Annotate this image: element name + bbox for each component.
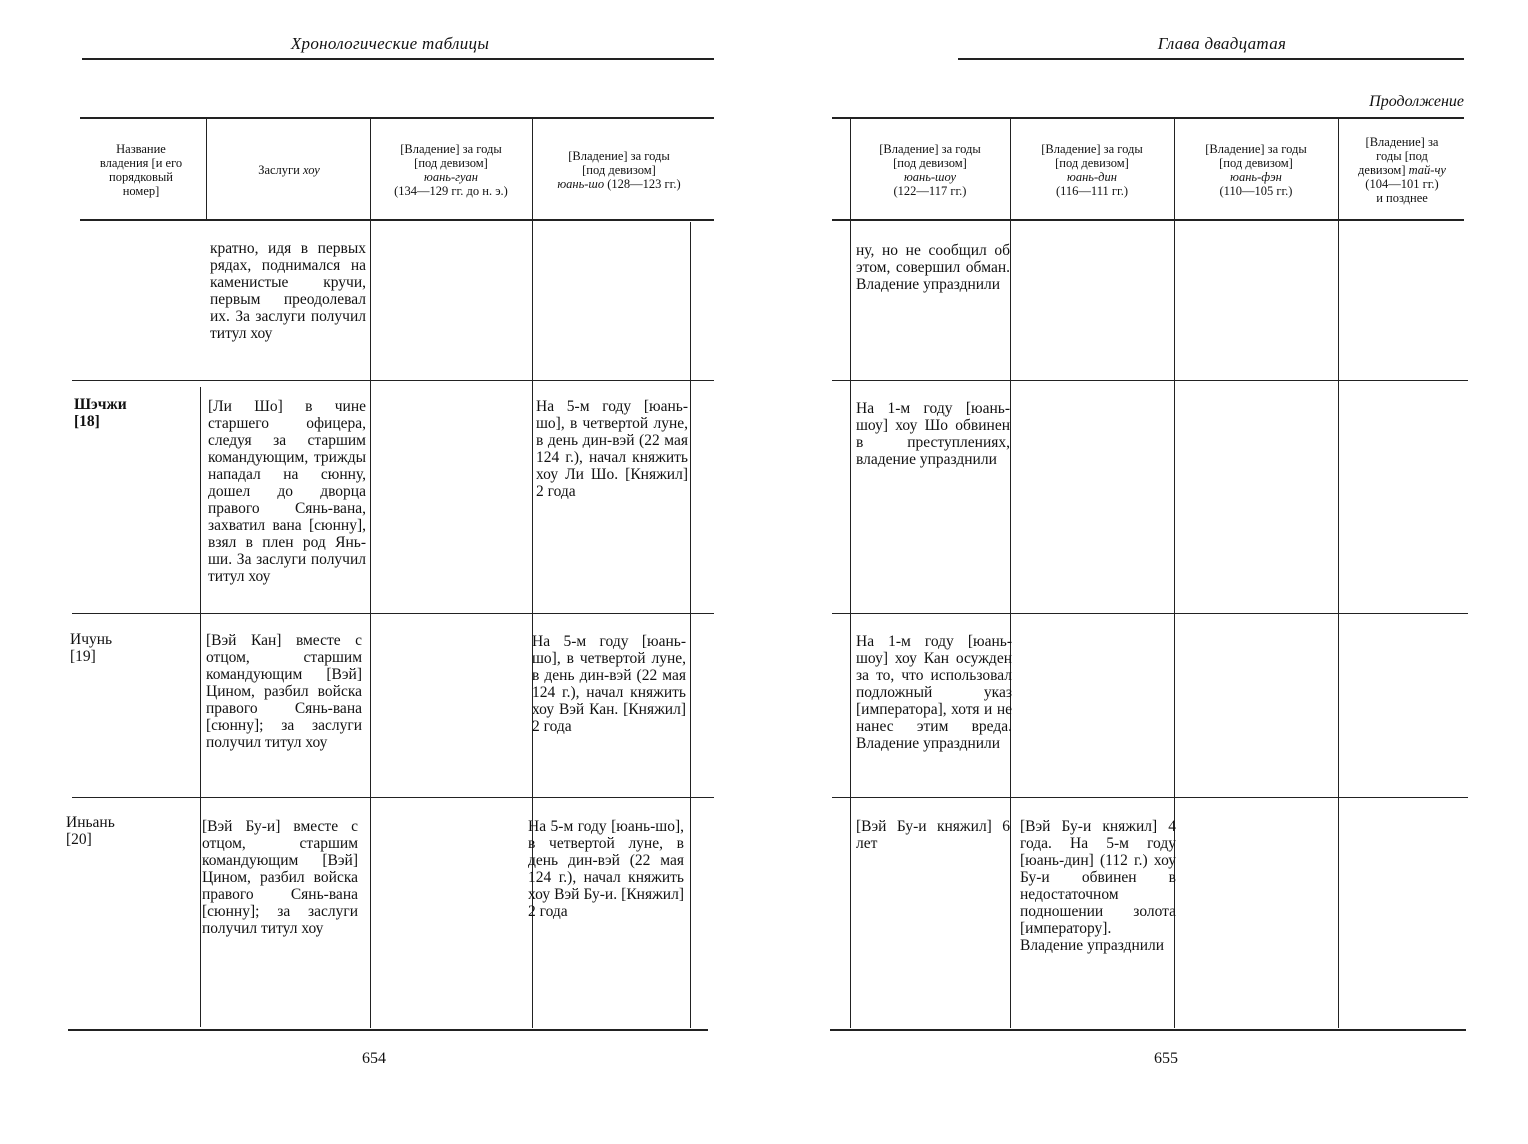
row-2-yuanshuo: На 5-м году [юань-шо], в четвертой луне, в день дин-вэй (22 мая 124 г.), начал княжить хоу Вэй Кан. [Княжил] 2 года: [532, 633, 686, 735]
running-head-right: Глава двадцатая: [1157, 34, 1287, 53]
col-divider-left: [850, 118, 851, 1028]
row-1-yuanshou: На 1-м году [юань-шоу] хоу Шо обвинен в преступлениях, владение упразднили: [856, 400, 1010, 468]
col-divider-3: [1338, 118, 1339, 1028]
col-divider-1: [200, 387, 201, 1027]
folio-left: 654: [362, 1050, 386, 1067]
row-0-yuanshou: ну, но не сообщил об этом, совершил обман. Владение упразднили: [856, 242, 1010, 293]
header-yuanshuo: [Владение] за годы [под девизом] юань-шо (128—123 гг.): [557, 148, 681, 191]
right-page: [764, 0, 1528, 1144]
row-3-yuanshuo: На 5-м году [юань-шо], в четвертой луне, в день дин-вэй (22 мая 124 г.), начал княжить хоу Вэй Бу-и. [Княжил] 2 года: [528, 818, 684, 920]
col-divider-1: [1010, 118, 1011, 1028]
col-divider-2: [370, 118, 371, 1028]
row-2-merits: [Вэй Кан] вместе с отцом, старшим командующим [Вэй] Цином, разбил войска правого Сянь-вана [сюнну]; за заслуги получил титул хоу: [206, 632, 362, 751]
row-2-domain-name: Ичунь [19]: [70, 631, 113, 665]
running-head-left: Хронологические таблицы: [290, 34, 490, 53]
row-rule-3: [72, 797, 714, 798]
row-3-yuanding: [Вэй Бу-и княжил] 4 года. На 5-м году [юань-дин] (112 г.) хоу Бу-и обвинен в недостаточном подношении золота [императору]. Владение упразднили: [1020, 818, 1176, 954]
row-rule-1: [72, 380, 714, 381]
header-domain-name: Название владения [и его порядковый номер]: [99, 141, 183, 198]
folio-right: 655: [1154, 1050, 1178, 1067]
row-3-merits: [Вэй Бу-и] вместе с отцом, старшим командующим [Вэй] Цином, разбил войска правого Сянь-вана [сюнну]; за заслуги получил титул хоу: [202, 818, 358, 937]
header-yuanshou: [Владение] за годы [под девизом] юань-шоу (122—117 гг.): [879, 141, 981, 198]
row-3-yuanshou: [Вэй Бу-и княжил] 6 лет: [856, 818, 1010, 852]
head-rule-left: [82, 58, 714, 60]
row-rule-2: [832, 613, 1468, 614]
row-rule-1: [832, 380, 1468, 381]
row-0-merits: кратно, идя в первых рядах, поднимался на каменистые кручи, первым преодолевал их. За заслуги получил титул хоу: [210, 240, 366, 342]
row-2-yuanshou: На 1-м году [юань-шоу] хоу Кан осужден за то, что использовал подложный указ [императора], хотя и не нанес этим вреда. Владение упразднили: [856, 633, 1012, 752]
row-1-yuanshuo: На 5-м году [юань-шо], в четвертой луне, в день дин-вэй (22 мая 124 г.), начал княжить хоу Ли Шо. [Княжил] 2 года: [536, 398, 688, 500]
col-divider-1: [206, 118, 207, 220]
table-bottom-rule: [830, 1029, 1466, 1031]
head-rule-right: [958, 58, 1464, 60]
row-1-merits: [Ли Шо] в чине старшего офицера, следуя за старшим командующим, трижды нападал на сюнну, дошел до дворца правого Сянь-вана, захватил вана [сюнну], взял в плен род Янь-ши. За заслуги получил титул хоу: [208, 398, 366, 585]
header-bottom-rule: [832, 219, 1464, 221]
header-yuanguang: [Владение] за годы [под девизом] юань-гуан (134—129 гг. до н. э.): [394, 141, 508, 198]
col-divider-4: [690, 222, 691, 1028]
row-rule-2: [72, 613, 714, 614]
row-rule-3: [832, 797, 1468, 798]
header-taichu: [Владение] за годы [под девизом] тай-чу (104—101 гг.) и позднее: [1358, 134, 1446, 205]
table-bottom-rule: [68, 1029, 708, 1031]
table-top-rule: [832, 117, 1464, 119]
header-bottom-rule: [80, 219, 714, 221]
header-yuanding: [Владение] за годы [под девизом] юань-дин (116—111 гг.): [1041, 141, 1143, 198]
row-3-domain-name: Иньань [20]: [66, 814, 115, 848]
continued-label: Продолжение: [1369, 93, 1464, 110]
table-top-rule: [80, 117, 714, 119]
header-yuanfeng: [Владение] за годы [под девизом] юань-фэн (110—105 гг.): [1205, 141, 1307, 198]
header-merits: Заслуги хоу: [258, 162, 320, 177]
row-1-domain-name: Шэчжи [18]: [74, 396, 127, 430]
